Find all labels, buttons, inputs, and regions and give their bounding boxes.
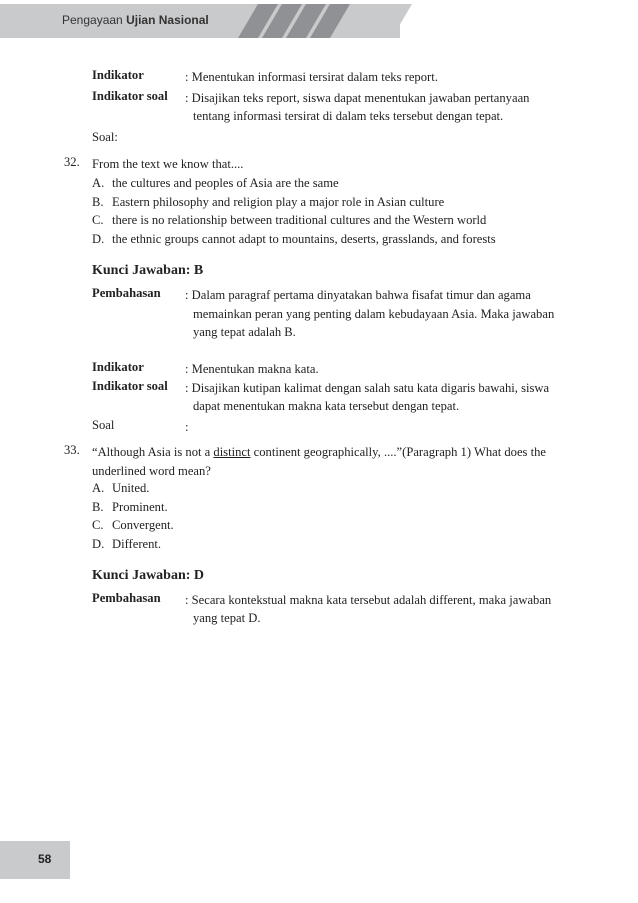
question-text-33	[92, 443, 562, 480]
indikator-soal-value: : Disajikan teks report, siswa dapat menentukan jawaban pertanyaan	[185, 91, 530, 105]
option-text: the cultures and peoples of Asia are the same	[112, 176, 339, 190]
option-b-33	[92, 500, 168, 515]
option-b-32	[92, 195, 444, 210]
option-letter: B.	[92, 500, 104, 514]
option-text: Different.	[112, 537, 162, 551]
option-letter: C.	[92, 213, 104, 227]
header-title	[62, 13, 209, 27]
option-letter: D.	[92, 232, 105, 246]
indikator-soal-value: : Disajikan kutipan kalimat dengan salah satu kata digaris bawahi, siswa	[185, 381, 550, 395]
underlined-word: distinct	[213, 445, 251, 459]
question-number-33: 33.	[64, 443, 80, 457]
option-a-32	[92, 176, 339, 191]
indikator-value: : Menentukan informasi tersirat dalam teks report.	[185, 70, 438, 84]
option-text: there is no relationship between traditional cultures and the Western world	[112, 213, 487, 227]
option-c-33	[92, 518, 174, 533]
question-text-post: continent geographically, ....”(Paragraph 1) What does the	[250, 445, 546, 459]
pembahasan-label: Pembahasan	[92, 286, 161, 300]
indikator-value: : Menentukan makna kata.	[185, 362, 319, 376]
page-number-box	[0, 841, 70, 879]
header-prefix: Pengayaan	[62, 13, 123, 27]
question-text-line2: underlined word mean?	[92, 463, 211, 478]
pembahasan-line-2: memainkan peran yang penting dalam kebudayaan Asia. Maka jawaban	[193, 307, 555, 321]
pembahasan-label: Pembahasan	[92, 591, 161, 605]
page-number: 58	[38, 852, 52, 866]
soal-label: Soal:	[92, 130, 118, 144]
option-letter: B.	[92, 195, 104, 209]
option-a-33	[92, 481, 149, 496]
pembahasan-line-1: : Dalam paragraf pertama dinyatakan bahwa fisafat timur dan agama	[185, 288, 531, 302]
soal-colon: :	[185, 420, 189, 434]
indikator-soal-value-2: tentang informasi tersirat di dalam teks tersebut dengan tepat.	[193, 109, 504, 123]
option-letter: C.	[92, 518, 104, 532]
option-text: United.	[112, 481, 150, 495]
indikator-label: Indikator	[92, 68, 144, 82]
question-number-32: 32.	[64, 155, 80, 169]
option-letter: A.	[92, 176, 105, 190]
header-bold: Ujian Nasional	[126, 13, 209, 27]
indikator-soal-value-2: dapat menentukan makna kata tersebut dengan tepat.	[193, 399, 460, 413]
indikator-label: Indikator	[92, 360, 144, 374]
option-letter: D.	[92, 537, 105, 551]
pembahasan-line-2: yang tepat D.	[193, 611, 261, 625]
option-text: Eastern philosophy and religion play a major role in Asian culture	[112, 195, 445, 209]
option-letter: A.	[92, 481, 105, 495]
option-c-32	[92, 213, 486, 228]
indikator-soal-label: Indikator soal	[92, 89, 168, 103]
option-text: the ethnic groups cannot adapt to mountains, deserts, grasslands, and forests	[112, 232, 496, 246]
question-text-pre: “Although Asia is not a	[92, 445, 214, 459]
option-d-33	[92, 537, 161, 552]
indikator-soal-label: Indikator soal	[92, 379, 168, 393]
kunci-jawaban-32: Kunci Jawaban: B	[92, 263, 204, 278]
option-d-32	[92, 232, 496, 247]
question-text-32: From the text we know that....	[92, 157, 244, 171]
pembahasan-line-1: : Secara kontekstual makna kata tersebut adalah different, maka jawaban	[185, 593, 552, 607]
option-text: Convergent.	[112, 518, 174, 532]
pembahasan-line-3: yang tepat adalah B.	[193, 325, 296, 339]
kunci-jawaban-33: Kunci Jawaban: D	[92, 568, 205, 583]
soal-label: Soal	[92, 418, 115, 432]
option-text: Prominent.	[112, 500, 168, 514]
